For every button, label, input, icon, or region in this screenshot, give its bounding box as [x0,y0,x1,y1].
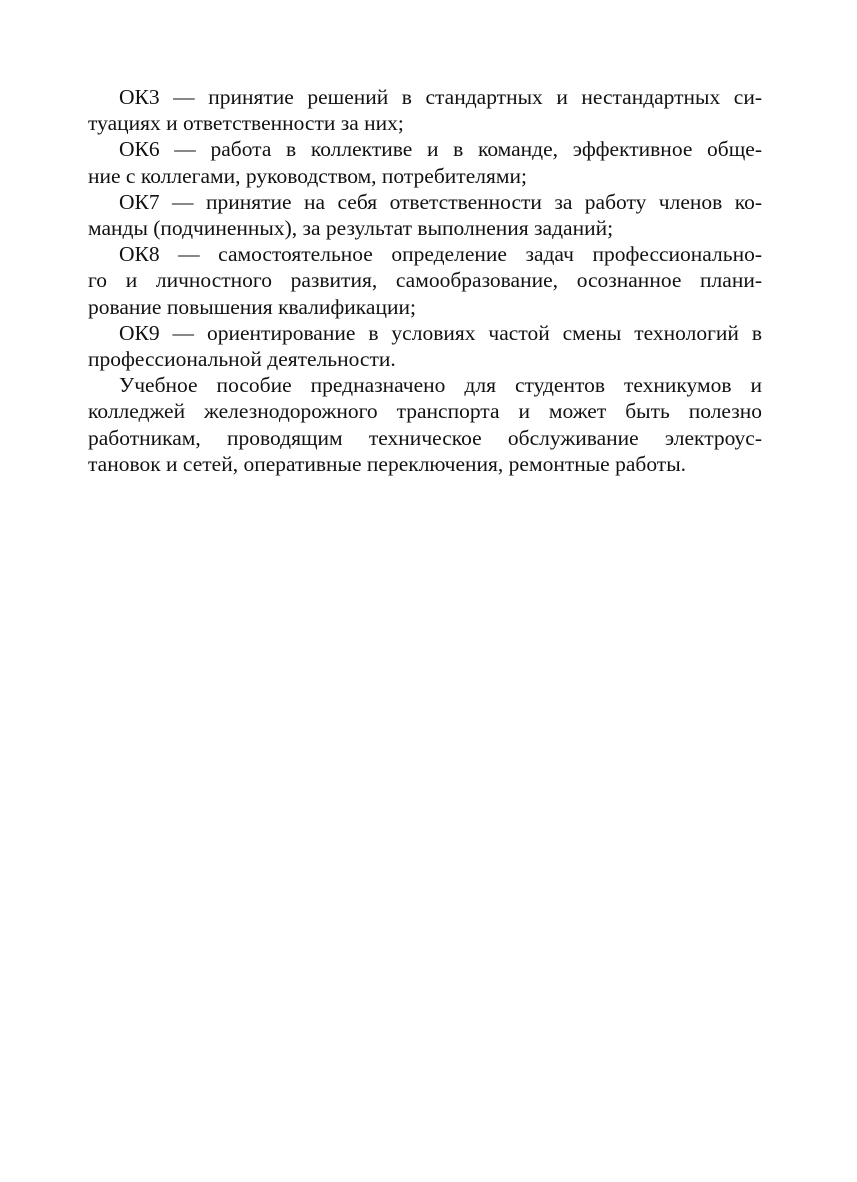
paragraph-ok3 [88,84,762,136]
text-line: ОК3 — принятие решений в стандартных и нестандартных си- [119,85,762,109]
text-line: профессиональной деятельности. [88,347,396,372]
paragraph-purpose [88,372,762,477]
text-line: Учебное пособие предназначено для студентов техникумов и [119,373,762,398]
text-line: рование повышения квалификации; [88,294,416,319]
text-line: ние с коллегами, руководством, потребителями; [88,163,527,188]
paragraph-ok9 [88,320,762,372]
paragraph-ok6 [88,136,762,188]
text-line: манды (подчиненных), за результат выполнения заданий; [88,216,614,241]
paragraph-ok7 [88,189,762,241]
text-line: туациях и ответственности за них; [88,111,404,136]
text-line: колледжей железнодорожного транспорта и может быть полезно [88,399,762,424]
text-line: ОК8 — самостоятельное определение задач профессионально- [119,242,762,267]
text-line: ОК6 — работа в коллективе и в команде, эффективное обще- [119,137,762,162]
text-line: ОК9 — ориентирование в условиях частой смены технологий в [119,320,762,345]
text-line: ОК7 — принятие на себя ответственности за работу членов ко- [119,189,762,214]
document-page [88,84,762,477]
text-line: работникам, проводящим техническое обслуживание электроус- [88,425,762,450]
text-line: тановок и сетей, оперативные переключения, ремонтные работы. [88,451,687,476]
paragraph-ok8 [88,241,762,320]
text-line: го и личностного развития, самообразование, осознанное плани- [88,268,762,293]
